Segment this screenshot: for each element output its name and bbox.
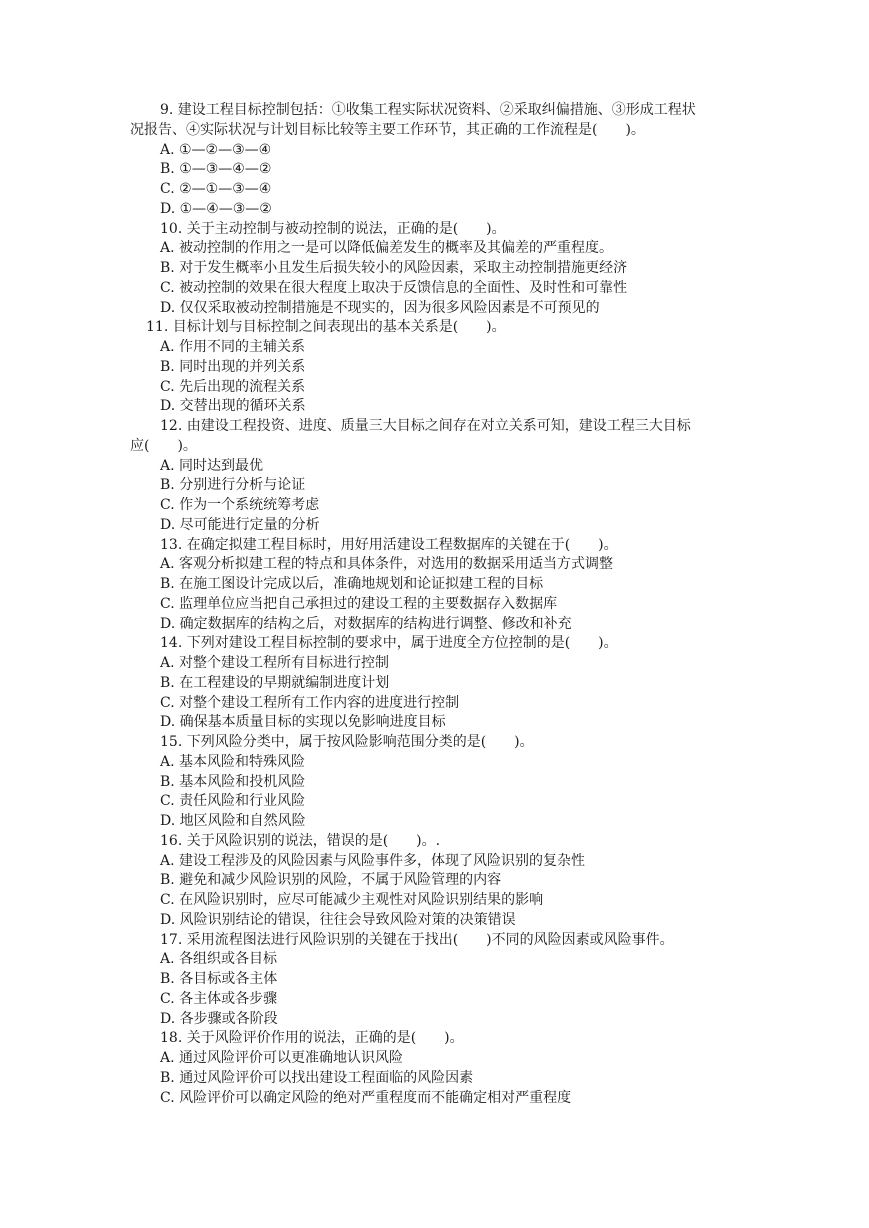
option-b: B. 对于发生概率小且发生后损失较小的风险因素，采取主动控制措施更经济 bbox=[160, 260, 628, 276]
option-c: C. 监理单位应当把自己承担过的建设工程的主要数据存入数据库 bbox=[160, 595, 558, 612]
option-c: C. 被动控制的效果在很大程度上取决于反馈信息的全面性、及时性和可靠性 bbox=[160, 279, 628, 296]
option-a: A. 各组织或各目标 bbox=[160, 951, 278, 968]
option-d: D. 交替出现的循环关系 bbox=[160, 398, 306, 415]
option-a: A. 建设工程涉及的风险因素与风险事件多，体现了风险识别的复杂性 bbox=[160, 852, 586, 869]
question-list bbox=[130, 101, 750, 1108]
question-stem: 10. 关于主动控制与被动控制的说法，正确的是( )。 bbox=[160, 220, 506, 237]
question-10 bbox=[160, 220, 750, 319]
option-d: D. 尽可能进行定量的分析 bbox=[160, 516, 320, 533]
option-c: C. 风险评价可以确定风险的绝对严重程度而不能确定相对严重程度 bbox=[160, 1089, 572, 1106]
option-b: B. 在工程建设的早期就编制进度计划 bbox=[160, 674, 390, 691]
question-stem: 14. 下列对建设工程目标控制的要求中，属于进度全方位控制的是( )。 bbox=[160, 635, 618, 652]
question-stem: 12. 由建设工程投资、进度、质量三大目标之间存在对立关系可知，建设工程三大目标 bbox=[160, 418, 691, 434]
option-a: A. ①—②—③—④ bbox=[160, 141, 272, 158]
option-b: B. 各目标或各主体 bbox=[160, 971, 278, 987]
question-stem: 17. 采用流程图法进行风险识别的关键在于找出( )不同的风险因素或风险事件。 bbox=[160, 931, 674, 948]
question-9 bbox=[130, 101, 750, 220]
question-15 bbox=[160, 733, 750, 832]
option-a: A. 作用不同的主辅关系 bbox=[160, 339, 306, 355]
question-stem: 9. 建设工程目标控制包括：①收集工程实际状况资料、②采取纠偏措施、③形成工程状 bbox=[160, 102, 696, 118]
question-stem-continued: 应( )。 bbox=[130, 437, 197, 454]
question-stem: 11. 目标计划与目标控制之间表现出的基本关系是( )。 bbox=[146, 319, 506, 336]
option-d: D. 确定数据库的结构之后，对数据库的结构进行调整、修改和补充 bbox=[160, 615, 572, 632]
option-c: C. 对整个建设工程所有工作内容的进度进行控制 bbox=[160, 694, 460, 711]
option-a: A. 被动控制的作用之一是可以降低偏差发生的概率及其偏差的严重程度。 bbox=[160, 240, 614, 257]
question-stem: 13. 在确定拟建工程目标时，用好用活建设工程数据库的关键在于( )。 bbox=[160, 536, 618, 553]
question-12 bbox=[130, 417, 750, 536]
option-b: B. 避免和减少风险识别的风险，不属于风险管理的内容 bbox=[160, 872, 502, 889]
option-c: C. ②—①—③—④ bbox=[160, 181, 272, 197]
question-17 bbox=[160, 931, 750, 1030]
option-c: C. 责任风险和行业风险 bbox=[160, 793, 306, 810]
option-b: B. 在施工图设计完成以后，准确地规划和论证拟建工程的目标 bbox=[160, 576, 544, 592]
option-a: A. 通过风险评价可以更准确地认识风险 bbox=[160, 1050, 404, 1066]
question-11 bbox=[146, 318, 750, 417]
question-stem-continued: 况报告、④实际状况与计划目标比较等主要工作环节，其正确的工作流程是( )。 bbox=[130, 121, 645, 138]
option-d: D. 确保基本质量目标的实现以免影响进度目标 bbox=[160, 714, 446, 731]
option-d: D. 仅仅采取被动控制措施是不现实的，因为很多风险因素是不可预见的 bbox=[160, 299, 600, 316]
option-b: B. 基本风险和投机风险 bbox=[160, 773, 306, 790]
option-c: C. 在风险识别时，应尽可能减少主观性对风险识别结果的影响 bbox=[160, 892, 544, 908]
option-a: A. 同时达到最优 bbox=[160, 457, 264, 474]
option-b: B. 通过风险评价可以找出建设工程面临的风险因素 bbox=[160, 1069, 474, 1086]
option-c: C. 各主体或各步骤 bbox=[160, 990, 278, 1007]
option-c: C. 先后出现的流程关系 bbox=[160, 378, 306, 395]
option-c: C. 作为一个系统统筹考虑 bbox=[160, 497, 320, 513]
option-d: D. 地区风险和自然风险 bbox=[160, 813, 306, 829]
option-b: B. 同时出现的并列关系 bbox=[160, 358, 306, 375]
option-a: A. 基本风险和特殊风险 bbox=[160, 753, 306, 770]
option-d: D. 各步骤或各阶段 bbox=[160, 1010, 278, 1027]
option-d: D. 风险识别结论的错误，往往会导致风险对策的决策错误 bbox=[160, 911, 516, 928]
option-b: B. 分别进行分析与论证 bbox=[160, 477, 306, 494]
question-14 bbox=[160, 634, 750, 733]
option-b: B. ①—③—④—② bbox=[160, 161, 272, 178]
question-18 bbox=[160, 1029, 750, 1108]
question-16 bbox=[160, 832, 750, 931]
question-stem: 15. 下列风险分类中，属于按风险影响范围分类的是( )。 bbox=[160, 734, 534, 750]
option-a: A. 对整个建设工程所有目标进行控制 bbox=[160, 655, 390, 671]
question-stem: 16. 关于风险识别的说法，错误的是( )。. bbox=[160, 832, 441, 849]
question-13 bbox=[160, 536, 750, 635]
option-a: A. 客观分析拟建工程的特点和具体条件，对选用的数据采用适当方式调整 bbox=[160, 556, 614, 573]
option-d: D. ①—④—③—② bbox=[160, 200, 272, 217]
question-stem: 18. 关于风险评价作用的说法，正确的是( )。 bbox=[160, 1030, 464, 1047]
